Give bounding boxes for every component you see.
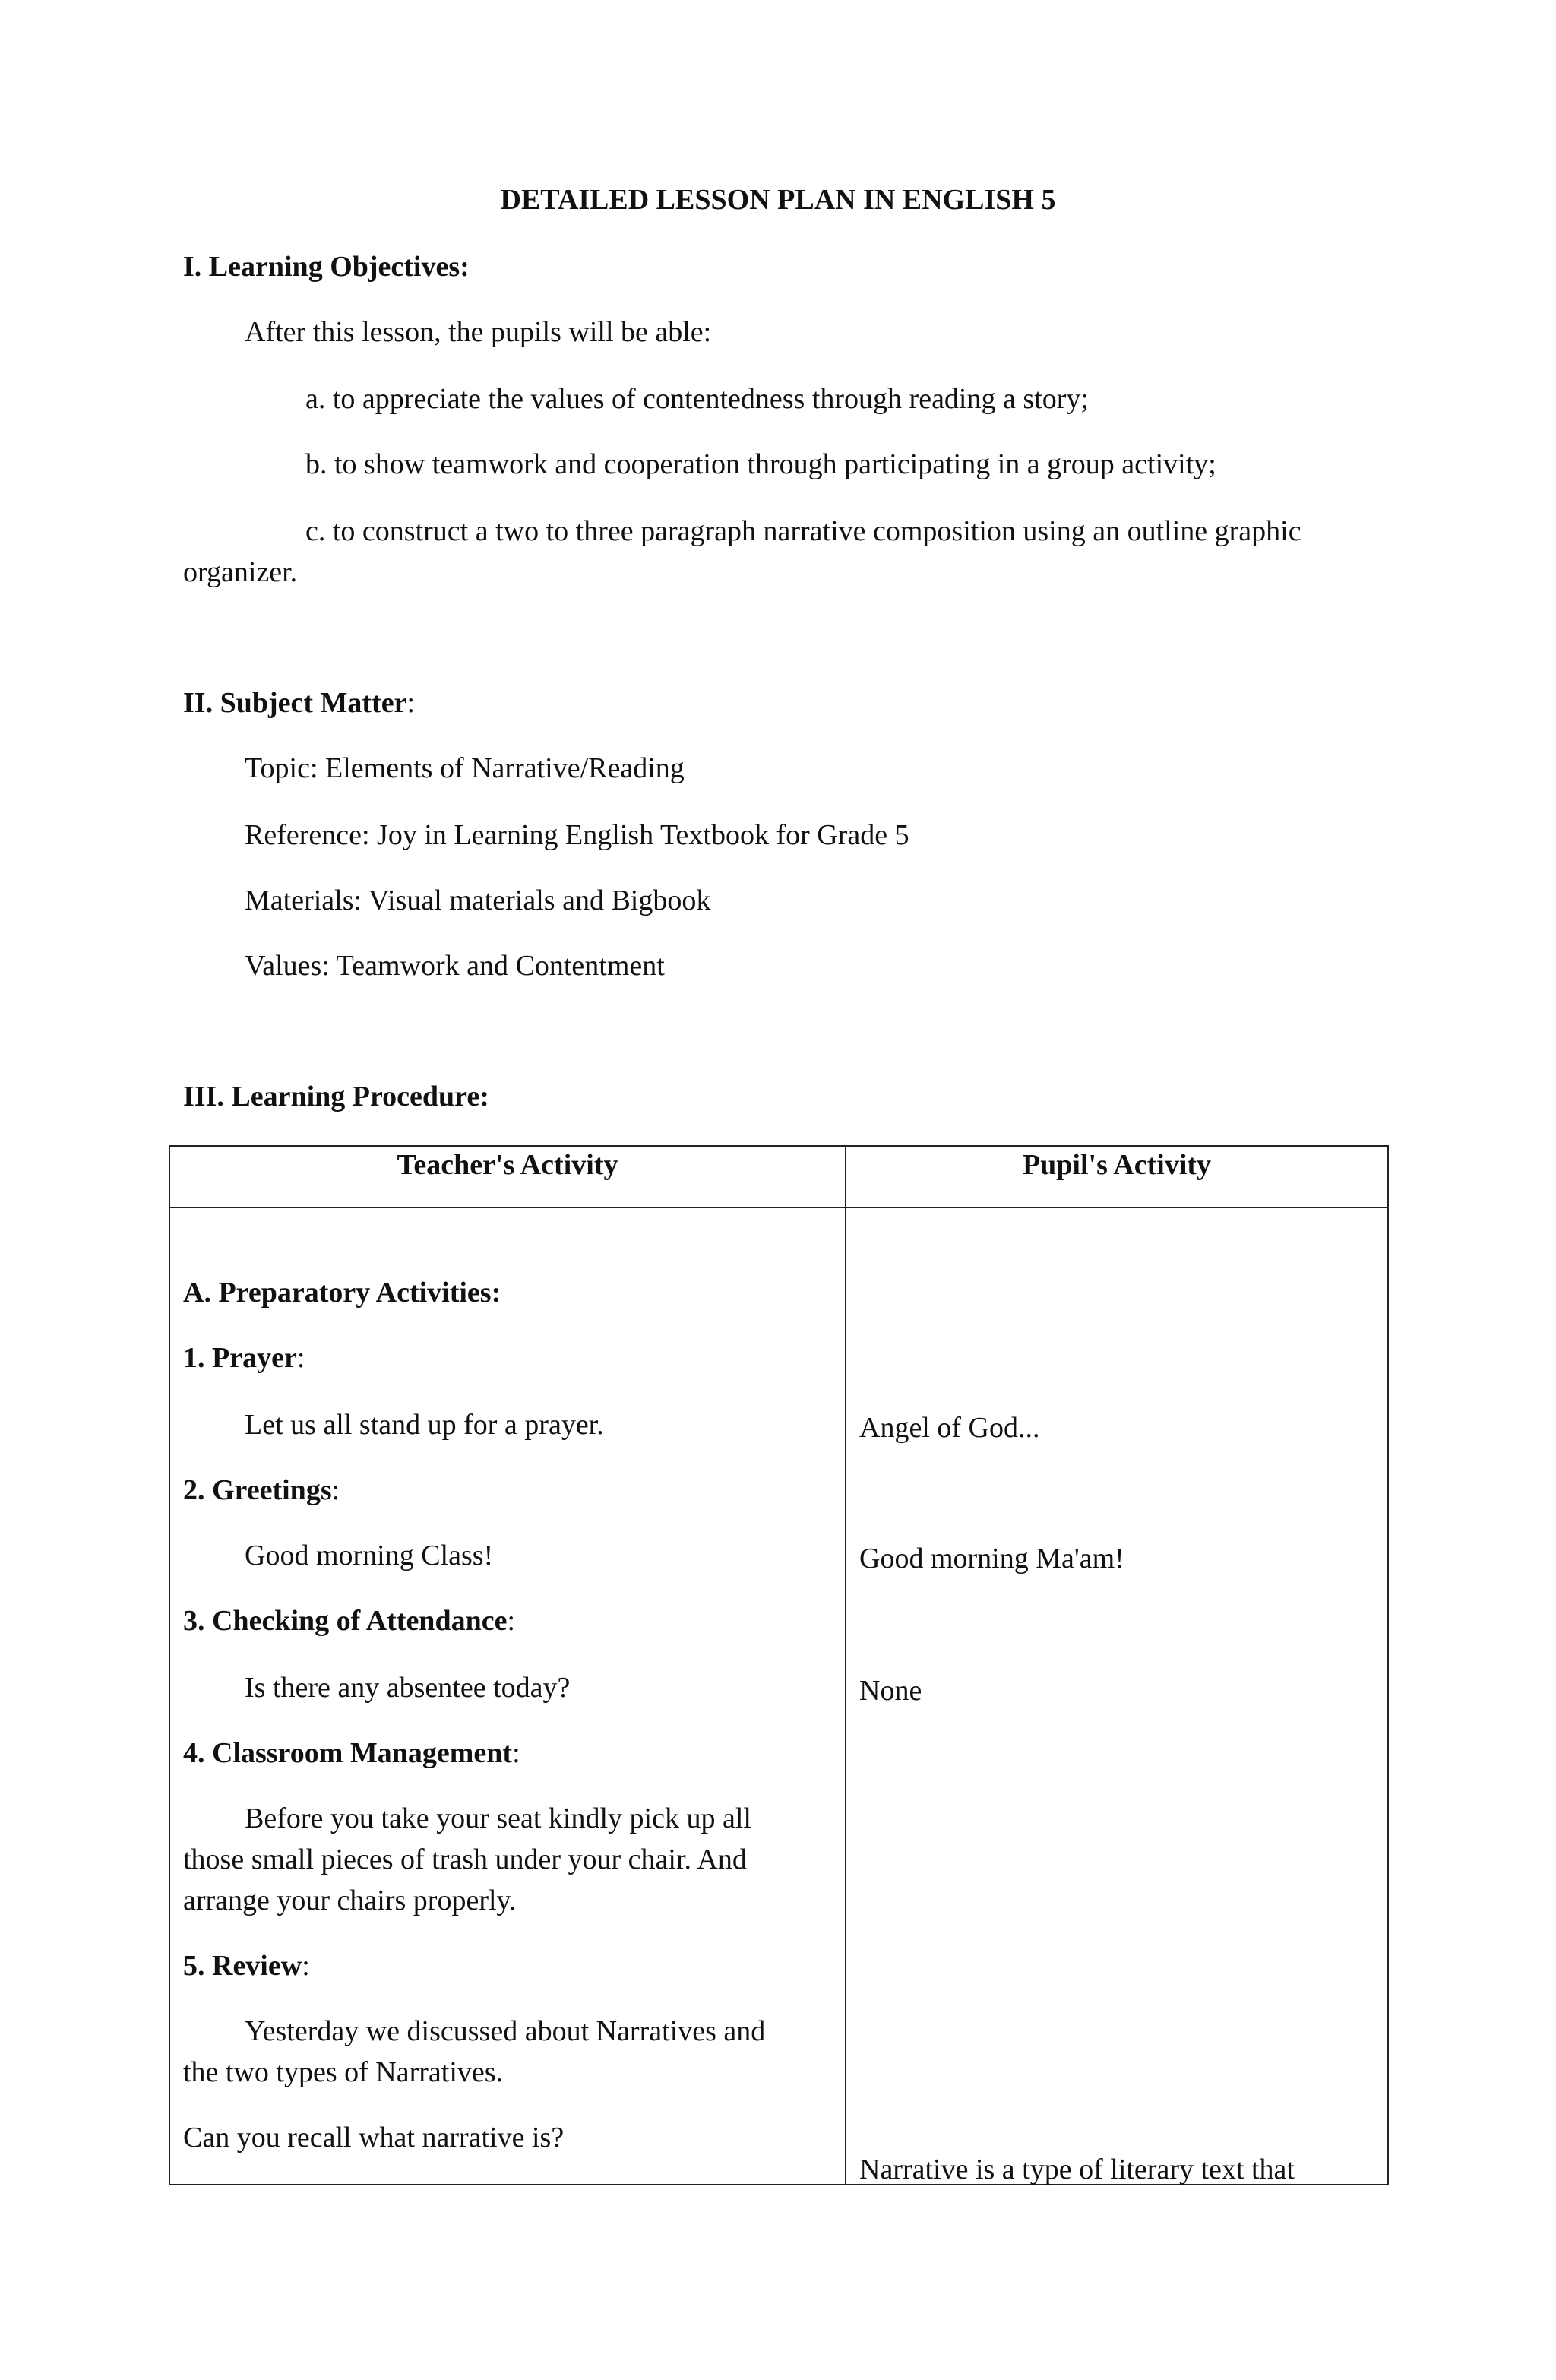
table-left-border (169, 1145, 170, 2185)
objective-a: a. to appreciate the values of contentedness through reading a story; (305, 383, 1089, 415)
management-line-2: those small pieces of trash under your chair. And (183, 1844, 747, 1875)
management-colon: : (512, 1737, 520, 1769)
subject-materials: Materials: Visual materials and Bigbook (245, 885, 711, 916)
prayer-text: Let us all stand up for a prayer. (245, 1409, 604, 1441)
prayer-label: 1. Prayer (183, 1342, 297, 1374)
attendance-heading (183, 1600, 515, 1641)
greetings-response: Good morning Ma'am! (859, 1543, 1124, 1575)
prayer-colon: : (296, 1342, 305, 1374)
review-line-2: the two types of Narratives. (183, 2056, 504, 2088)
table-right-border (1387, 1145, 1389, 2185)
prayer-heading (183, 1337, 305, 1378)
section-learning-objectives-heading: I. Learning Objectives: (183, 251, 470, 283)
greetings-text: Good morning Class! (245, 1540, 494, 1571)
recall-response: Narrative is a type of literary text that (859, 2154, 1295, 2185)
header-teachers-activity: Teacher's Activity (397, 1149, 618, 1181)
greetings-heading (183, 1470, 340, 1511)
greetings-colon: : (331, 1474, 340, 1506)
subject-reference: Reference: Joy in Learning English Textbook for Grade 5 (245, 819, 909, 851)
attendance-label: 3. Checking of Attendance (183, 1605, 508, 1637)
objective-b: b. to show teamwork and cooperation through participating in a group activity; (305, 448, 1216, 480)
attendance-text: Is there any absentee today? (245, 1672, 571, 1704)
management-line-3: arrange your chairs properly. (183, 1885, 517, 1916)
section-subject-matter-colon: : (406, 687, 415, 719)
review-heading (183, 1945, 310, 1986)
review-colon: : (302, 1950, 310, 1982)
section-subject-matter-label: II. Subject Matter (183, 687, 407, 719)
recall-question: Can you recall what narrative is? (183, 2122, 565, 2154)
management-line-1: Before you take your seat kindly pick up all (245, 1802, 751, 1834)
page-title: DETAILED LESSON PLAN IN ENGLISH 5 (500, 184, 1056, 216)
management-heading (183, 1733, 520, 1774)
attendance-response: None (859, 1675, 922, 1707)
subject-topic: Topic: Elements of Narrative/Reading (245, 752, 685, 784)
header-pupils-activity: Pupil's Activity (1022, 1149, 1212, 1181)
table-header-divider (169, 1207, 1389, 1208)
section-subject-matter-heading (183, 682, 415, 723)
objectives-intro: After this lesson, the pupils will be able: (245, 316, 712, 348)
objective-c-continuation: organizer. (183, 556, 298, 588)
review-line-1: Yesterday we discussed about Narratives and (245, 2015, 766, 2047)
attendance-colon: : (507, 1605, 516, 1637)
greetings-label: 2. Greetings (183, 1474, 332, 1506)
objective-c: c. to construct a two to three paragraph narrative composition using an outline graphic (305, 515, 1301, 547)
table-column-divider (845, 1145, 846, 2185)
section-learning-procedure-heading: III. Learning Procedure: (183, 1081, 489, 1112)
management-label: 4. Classroom Management (183, 1737, 513, 1769)
prayer-response: Angel of God... (859, 1412, 1040, 1444)
preparatory-activities-heading: A. Preparatory Activities: (183, 1277, 501, 1309)
review-label: 5. Review (183, 1950, 302, 1982)
subject-values: Values: Teamwork and Contentment (245, 950, 665, 982)
